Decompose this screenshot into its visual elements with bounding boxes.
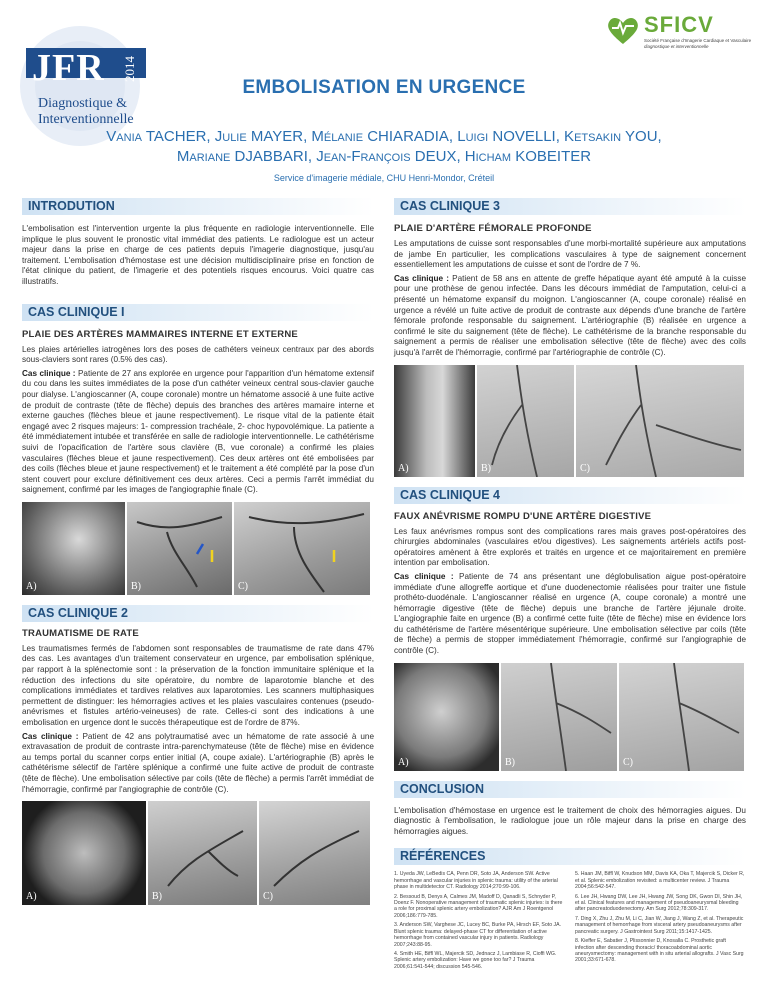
reference-item: 1. Uyeda JW, LeBedis CA, Penn DR, Soto JA, Anderson SW. Active hemorrhage and vascular injuries in splenic trauma: utility of the arterial phase in multidetector CT. Radiology 2014;270:99-106.: [394, 871, 558, 891]
references-right: [575, 871, 746, 973]
case4-figure-c-label: C): [623, 756, 633, 768]
case2-subheading: TRAUMATISME DE RATE: [22, 627, 139, 639]
case2-figure-b-label: B): [152, 891, 162, 903]
authors-line-2: Mariane DJABBARI, Jean-François DEUX, Hicham KOBEITER: [176, 148, 592, 165]
jfr-subtitle-1: Diagnostique &: [38, 96, 128, 111]
case1-figure-a-label: A): [26, 580, 37, 592]
case1-figure-a: [22, 502, 125, 595]
case2-figure-a: [22, 801, 146, 905]
case3-subheading: PLAIE D'ARTÈRE FÉMORALE PROFONDE: [394, 223, 592, 234]
case4-intro: Les faux anévrismes rompus sont des complications rares mais graves post-opératoires des chirurgies abdominales (vasculaires et/ou digestives). Les saignements artériels actifs post-opératoires amènent à être explorés et traités en urgence et ce majoritairement en première intention par embolisation.: [394, 526, 746, 568]
case1-figure-b-vessels: [127, 502, 232, 595]
introduction-text: L'embolisation est l'intervention urgente la plus fréquente en radiologie interventionnelle. Elle implique le plus souvent le pronostic vital immédiat des patients. Le radiologue est un acteur majeur dans la prise en charge de ces patients depuis l'imagerie diagnostique, jusqu'au traitement. L'embolisation d'hémostase est une décision multidisciplinaire prise en fonction de l'état clinique du patient, de l'imagerie et des potentiels risques encourus. Voici quatre cas illustratifs.: [22, 224, 374, 286]
case3-figure-b-vessels: [477, 365, 574, 477]
case1-case-paragraph: [22, 369, 374, 496]
case2-figure-c-label: C): [263, 891, 273, 903]
reference-item: 8. Kieffer E, Sabatier J, Plissonnier D, Knosalla C. Prosthetic graft infection after descending thoracic/ thoracoabdominal aortic aneurysmectomy: management with in situ arterial allografts. J Vasc Surg 2001;33:671-678.: [575, 938, 744, 964]
case3-figure-b: [477, 365, 574, 477]
reference-item: 7. Ding X, Zhu J, Zhu M, Li C, Jian W, Jiang J, Wang Z, et al. Therapeutic management of hemorrhage from visceral artery pseudoaneurysms after pancreatic surgery. J Gastrointest Surg 2011;15:1417-1425.: [575, 915, 744, 935]
introduction-heading: INTRODUTION: [22, 198, 374, 215]
sficv-tagline: Société Française d'Imagerie Cardiaque et Vasculaire: [644, 38, 752, 43]
case4-case-paragraph: [394, 572, 746, 657]
case1-figures: [22, 502, 374, 595]
case3-heading: CAS CLINIQUE 3: [394, 198, 746, 215]
case4-figure-c-vessels: [619, 663, 744, 771]
case3-case-paragraph: [394, 274, 746, 359]
case2-case-paragraph: [22, 732, 374, 796]
conclusion-text: L'embolisation d'hémostase en urgence est le traitement de choix des hémorragies aigues. Du diagnostic à l'embolisation, le radiologue joue un rôle majeur dans la prise en charge des hémorragies aigues.: [394, 805, 746, 836]
case2-figure-c-vessels: [259, 801, 370, 905]
case3-figure-c: [576, 365, 744, 477]
case2-figures: [22, 801, 374, 905]
conclusion-heading: CONCLUSION: [394, 781, 746, 798]
sficv-tagline2: diagnostique et interventionnelle: [644, 44, 709, 49]
case4-case-label: Cas clinique :: [394, 571, 454, 581]
references-left: [394, 871, 565, 973]
case3-figure-b-label: B): [481, 462, 491, 474]
left-column: [22, 198, 374, 905]
jfr-year: 2014: [122, 56, 137, 82]
case1-case-text: Patiente de 27 ans explorée en urgence pour l'apparition d'un hématome extensif du cou dans les suites immédiates de la pose d'un cathéter veineux central sous-clavier gauche pour dialyse. L'angioscanner (A, coupe coronale) montre un hématome associé à une fuite active de produit de contraste (tête de flèche) depuis des branches des artères mamaire interne et externe gauches (flèches bleue et jaune respectivement). Le risque vital de la patiente était engagé avec 2 risques majeurs: 1- compression trachéale, 2- choc hypovolémique. La patiente a été immédiatement intubée et transférée en salle de radiologie interventionnelle. Le cathétérisme suivi de l'opacification de l'artère sous clavière (B, vue coronale) a confirmé les plaies vasculaires (flèches bleue et jaune respectivement). Ces deux artères ont été embolisées par des coils (flèches bleue et jaune respectivement) et le traitement a été complété par la pose d'un stent couvert pour exclure définitivement ces deux artères. Ceci a permis l'arrêt immédiat du saignement, confirmé par les images de l'angiographie finale (C).: [22, 368, 375, 495]
case4-figures: [394, 663, 746, 771]
case1-case-label: Cas clinique :: [22, 368, 76, 378]
sficv-name: SFICV: [644, 12, 714, 37]
case4-case-text: Patiente de 74 ans présentant une déglobulisation aigue post-opératoire immédiate d'une allogreffe aortique et d'une duodenectomie réalisées pour traiter une fistule prothéto-duodénale. L'angioscanner réalisé en urgence (A, coupe coronale) a montré une hémorragie digestive (tête de flèche) depuis une branche de l'artère jéjunale droite. L'angiographie faite en urgence (B) a confirmé cette fuite (tête de flèche) mise en évidence lors du cathétérisme de l'artère mésentérique supérieure. Une embolisation sélective par coils (tête de flèche) a permis de stopper immédiatement l'hémorragie, confirmé sur l'angiographie de contrôle (C).: [394, 571, 747, 656]
sficv-logo: [606, 12, 756, 54]
reference-item: 4. Smith HE, Biffl WL, Majercik SD, Jednacz J, Lambiase R, Cioffi WG. Splenic artery embolization: Have we gone too far? J Trauma 2006;61:541-544; discussion 545-546.: [394, 950, 557, 970]
case4-figure-b-vessels: [501, 663, 617, 771]
authors: [40, 127, 728, 167]
case1-figure-c-label: C): [238, 580, 248, 592]
case2-figure-a-label: A): [26, 891, 37, 903]
case2-figure-b-vessels: [148, 801, 257, 905]
jfr-logo-text: JFR: [32, 47, 105, 89]
case3-intro: Les amputations de cuisse sont responsables d'une morbi-mortalité supérieure aux amputations de jambe En particulier, les complications vasculaires à type de saignement concernent essentiellement les amputations de cuisse et sont de l'ordre de 7 %.: [394, 239, 746, 270]
case3-case-text: Patient de 58 ans en attente de greffe hépatique ayant été amputé à la cuisse pour une prothèse de genou infectée. Dans les décours immédiat de l'amputation, celui-ci a présenté un hématome expansif du moignon. L'angioscanner (A, coupe coronale) réalisé en urgence a révélé un fuite active de produit de contraste aux dépends d'une branche de l'artère fémorale profonde responsable du saignement. L'artériographie (B) réalisée en urgence a confirmé le site du saignement (tête de flèche). Le cathétérisme de la branche responsable du saignement a permis de réaliser une embolisation sélective (tête de flèche) avec des coils jusqu'à l'arrêt de l'hémorragie, confirmé par l'artériographie de contrôle (C).: [394, 273, 746, 357]
references-heading: RÉFÉRENCES: [394, 848, 746, 865]
case4-figure-a-label: A): [398, 756, 409, 768]
case1-intro: Les plaies artérielles iatrogènes lors des poses de cathéters veineux centraux par des abords sous-claviers sont rares (0.5% des cas).: [22, 344, 374, 365]
case4-figure-a: [394, 663, 499, 771]
authors-line-1: Vania TACHER, Julie MAYER, Mélanie CHIARADIA, Luigi NOVELLI, Ketsakin YOU,: [106, 128, 662, 145]
case3-figure-a: [394, 365, 475, 477]
case4-heading: CAS CLINIQUE 4: [394, 487, 746, 504]
case4-subheading: FAUX ANÉVRISME ROMPU D'UNE ARTÈRE DIGESTIVE: [394, 510, 652, 522]
jfr-subtitle-2: Interventionnelle: [38, 112, 134, 127]
reference-item: 6. Lee JH, Hwang DW, Lee JH, Hwang JW, Song DK, Gwon DI, Shin JH, et al. Clinical features and management of pseudoaneurysmal bleeding after pancreatoduodenectomy. Am Surg 2012;78:309-317.: [575, 893, 743, 913]
case1-figure-b: [127, 502, 232, 595]
case3-figure-c-vessels: [576, 365, 744, 477]
case3-figure-c-label: C): [580, 462, 590, 474]
case2-case-text: Patient de 42 ans polytraumatisé avec un hématome de rate associé à une extravasation de produit de contraste intra-parenchymateuse (tête de flèche) mise en évidence au temps portal du scanner corps entier initial (A, coupe axiale). L'artériographie (B) après le cathétérisme sélectif de l'artère splénique a confirmé une fuite active de produit de contraste (tête de flèche). Une embolisation sélective par coils (tête de flèche) a permis l'arrêt immédiat de l'hémorragie, confirmé par l'angiographie de contrôle (C).: [22, 731, 375, 794]
reference-item: 2. Bessoud B, Denys A, Calmes JM, Madoff D, Qanadli S, Schnyder P, Doenz F. Nonoperative management of traumatic splenic injuries: is there a role for proximal splenic artery embolization? AJR Am J Roentgenol 2006;186:779-785.: [394, 893, 563, 919]
case1-figure-c-vessels: [234, 502, 370, 595]
case3-figure-a-label: A): [398, 462, 409, 474]
case3-figures: [394, 365, 746, 477]
case1-heading: CAS CLINIQUE I: [22, 304, 374, 321]
reference-item: 5. Haan JM, Biffl W, Knudson MM, Davis KA, Oka T, Majercik S, Dicker R, et al. Splenic embolization revisited: a multicenter review. J Trauma 2004;56:542-547.: [575, 871, 745, 891]
case2-intro: Les traumatismes fermés de l'abdomen sont responsables de traumatisme de rate dans 47% des cas. Les avantages d'un traitement conservateur en urgence, par embolisation splénique, par rapport à la splénectomie sont : la préservation de la fonction immunitaire splénique et la réduction des infections du site opératoire, du nombre de laparotomie blanche et des complications immédiates et tardives relatives aux laparotomies. Les scanners multiphasiques permettent de distinguer: les hémorragies actives et les plaies vasculaires contenues (pseudo-anévrismes et fistules artério-veineuses) de rate. Celles-ci sont des indications à une embolisation en urgence dont le succès thérapeutique est de l'ordre de 87%.: [22, 643, 374, 728]
case4-figure-c: [619, 663, 744, 771]
case4-figure-b: [501, 663, 617, 771]
case2-heading: CAS CLINIQUE 2: [22, 605, 374, 622]
right-column: [394, 198, 746, 973]
case2-case-label: Cas clinique :: [22, 731, 79, 741]
case1-figure-c: [234, 502, 370, 595]
affiliation: Service d'imagerie médiale, CHU Henri-Mondor, Créteil: [273, 173, 495, 183]
references-list: [394, 871, 746, 973]
sficv-heart-icon: [606, 14, 640, 46]
reference-item: 3. Anderson SW, Varghese JC, Lucey BC, Burke PA, Hirsch EF, Soto JA. Blunt splenic trauma: delayed-phase CT for differentiation of active hemorrhage from contained vascular injury in patients. Radiology 2007;243:88-95.: [394, 922, 562, 948]
case2-figure-b: [148, 801, 257, 905]
case1-subheading: PLAIE DES ARTÈRES MAMMAIRES INTERNE ET EXTERNE: [22, 328, 298, 340]
case1-figure-b-label: B): [131, 580, 141, 592]
case3-case-label: Cas clinique :: [394, 273, 449, 283]
poster-title: EMBOLISATION EN URGENCE: [242, 77, 526, 98]
case4-figure-b-label: B): [505, 756, 515, 768]
case2-figure-c: [259, 801, 370, 905]
